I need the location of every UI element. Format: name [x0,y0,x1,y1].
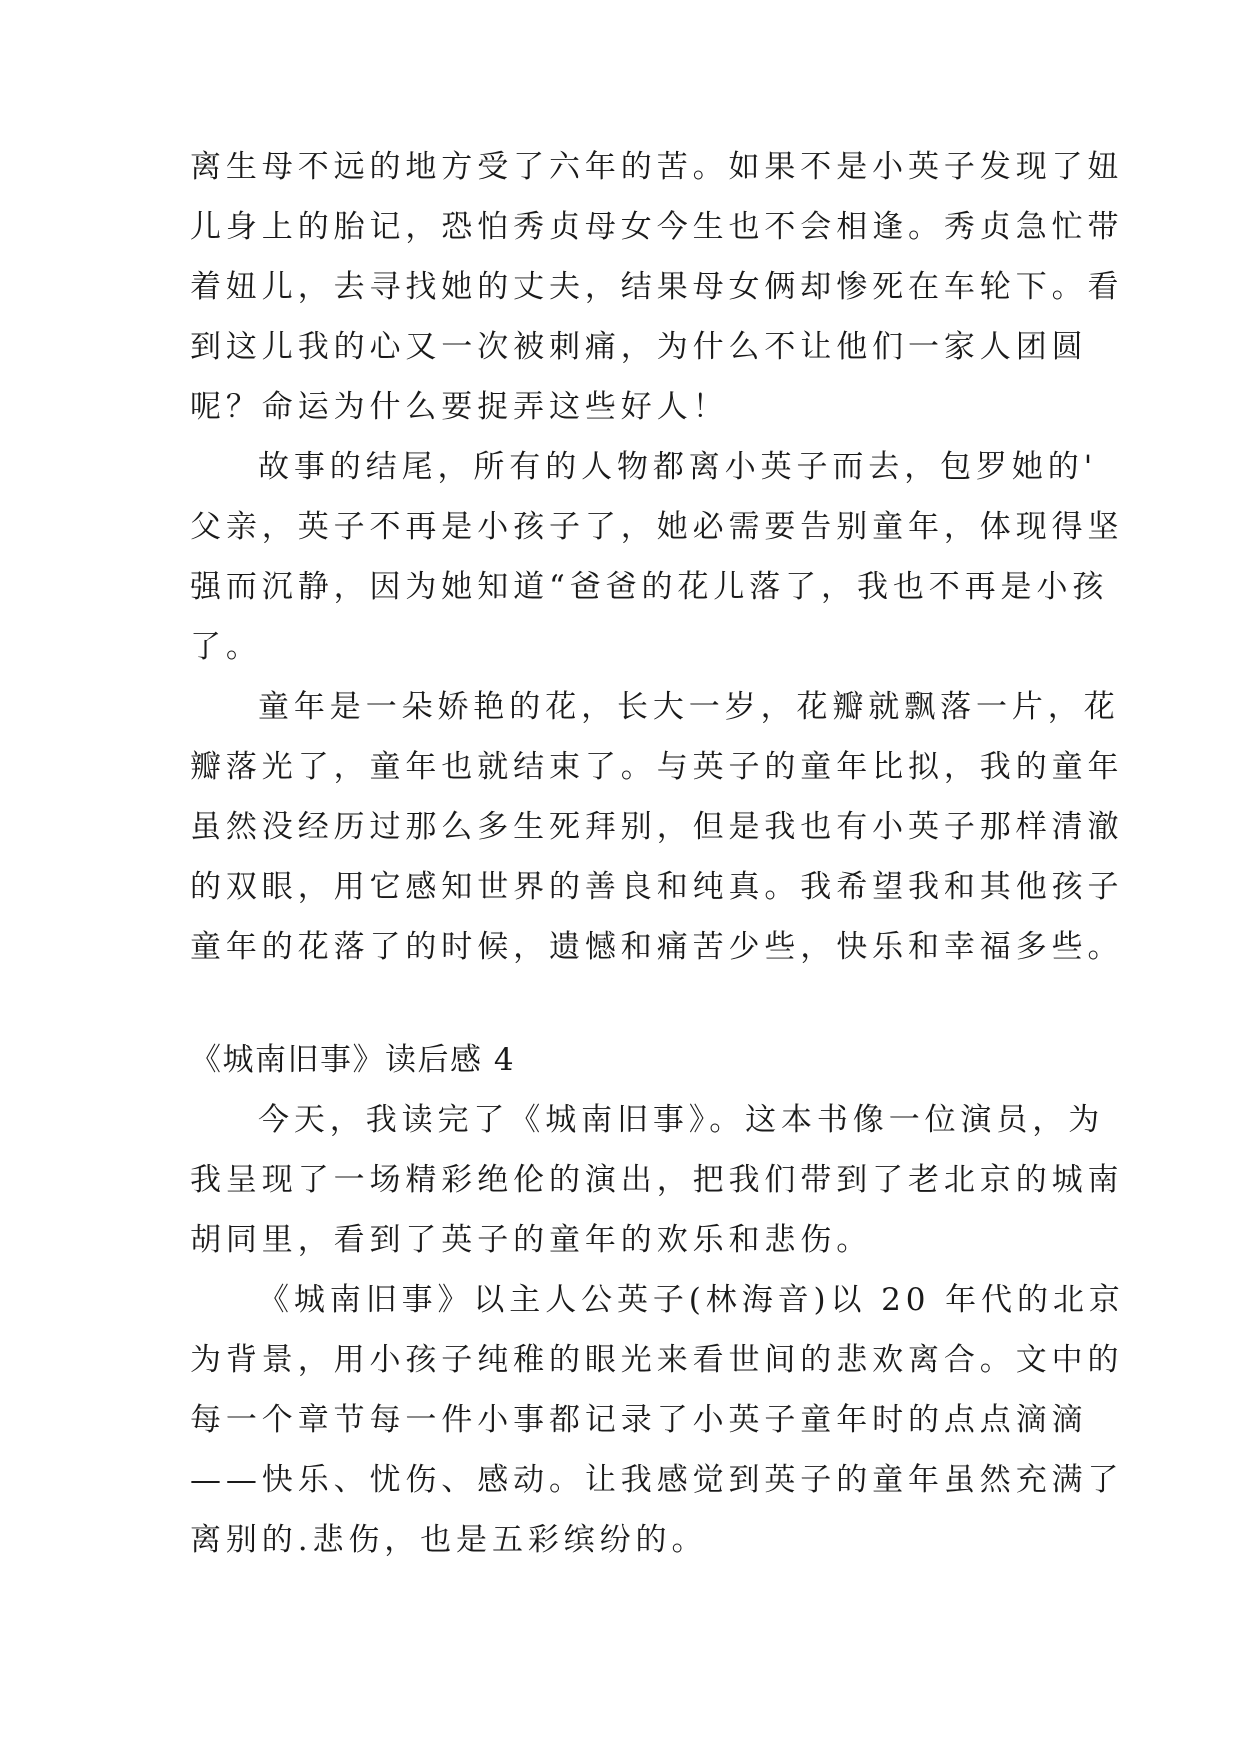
text-line: 强而沉静，因为她知道“爸爸的花儿落了，我也不再是小孩 [190,569,1109,605]
text-line: 每一个章节每一件小事都记录了小英子童年时的点点滴滴 [190,1402,1088,1438]
text-line: 《城南旧事》以主人公英子(林海音)以 20 年代的北京 [258,1282,1125,1318]
text-line: 离生母不远的地方受了六年的苦。如果不是小英子发现了妞 [190,149,1124,185]
text-line: 了。 [190,629,262,665]
text-line: 童年是一朵娇艳的花，长大一岁，花瓣就飘落一片，花 [258,689,1120,725]
text-line: 我呈现了一场精彩绝伦的演出，把我们带到了老北京的城南 [190,1162,1124,1198]
text-line: 父亲，英子不再是小孩子了，她必需要告别童年，体现得坚 [190,509,1124,545]
text-line: 虽然没经历过那么多生死拜别，但是我也有小英子那样清澈 [190,809,1124,845]
text-line: 离别的.悲伤，也是五彩缤纷的。 [190,1522,708,1558]
text-line: 着妞儿，去寻找她的丈夫，结果母女俩却惨死在车轮下。看 [190,269,1124,305]
text-line: 到这儿我的心又一次被刺痛，为什么不让他们一家人团圆 [190,329,1088,365]
text-line: 今天，我读完了《城南旧事》。这本书像一位演员，为 [258,1102,1105,1138]
text-line: 童年的花落了的时候，遗憾和痛苦少些，快乐和幸福多些。 [190,929,1124,965]
text-line: 故事的结尾，所有的人物都离小英子而去，包罗她的' [258,449,1098,485]
text-line: 瓣落光了，童年也就结束了。与英子的童年比拟，我的童年 [190,749,1124,785]
text-line: 儿身上的胎记，恐怕秀贞母女今生也不会相逢。秀贞急忙带 [190,209,1124,245]
text-line: 胡同里，看到了英子的童年的欢乐和悲伤。 [190,1222,873,1258]
text-line: 呢？命运为什么要捉弄这些好人！ [190,389,729,425]
section-title: 《城南旧事》读后感 4 [190,1042,516,1078]
text-line: 为背景，用小孩子纯稚的眼光来看世间的悲欢离合。文中的 [190,1342,1124,1378]
text-line: ——快乐、忧伤、感动。让我感觉到英子的童年虽然充满了 [190,1462,1124,1498]
text-line: 的双眼，用它感知世界的善良和纯真。我希望我和其他孩子 [190,869,1124,905]
